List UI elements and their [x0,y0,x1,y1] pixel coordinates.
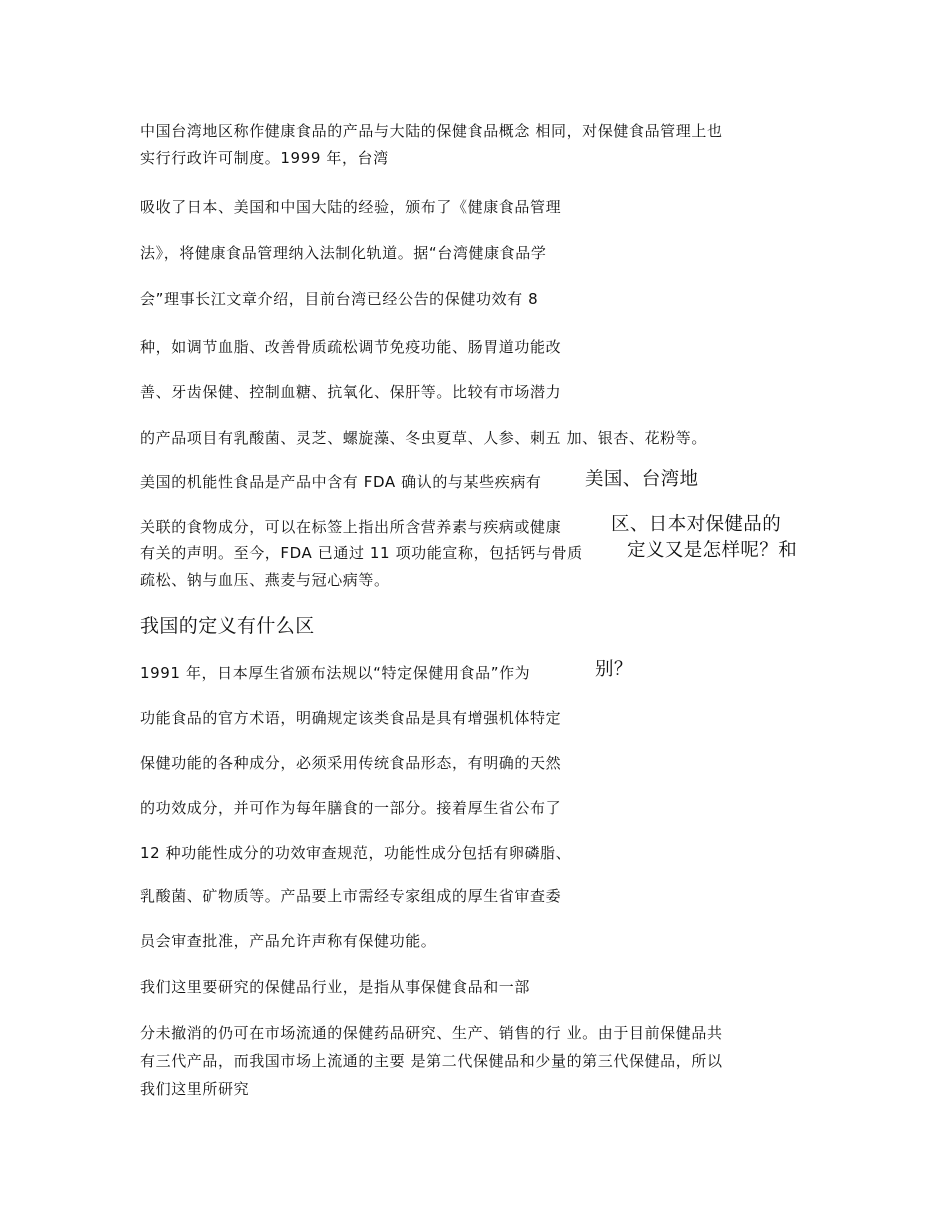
text-line: 善、牙齿保健、控制血糖、抗氧化、保肝等。比较有市场潜力 [140,383,562,401]
text-line-large: 定义又是怎样呢？和 [627,540,798,561]
text-line-large: 美国、台湾地 [585,469,699,490]
text-line: 1991 年，日本厚生省颁布法规以“特定保健用食品”作为 [140,664,531,682]
text-line-large: 别？ [595,659,633,680]
text-line: 中国台湾地区称作健康食品的产品与大陆的保健食品概念 相同，对保健食品管理上也 [140,122,723,140]
text-line: 美国的机能性食品是产品中含有 FDA 确认的与某些疾病有 [140,473,542,491]
text-line: 关联的食物成分，可以在标签上指出所含营养素与疾病或健康 [140,518,562,536]
section-heading: 我国的定义有什么区 [140,615,315,637]
text-line: 会”理事长江文章介绍，目前台湾已经公告的保健功效有 8 [140,290,539,308]
text-line: 种，如调节血脂、改善骨质疏松调节免疫功能、肠胃道功能改 [140,338,562,356]
text-line: 员会审查批准，产品允许声称有保健功能。 [140,932,437,950]
text-line: 的产品项目有乳酸菌、灵芝、螺旋藻、冬虫夏草、人参、刺五 加、银杏、花粉等。 [140,429,707,447]
text-line: 疏松、钠与血压、燕麦与冠心病等。 [140,571,390,589]
text-line: 功能食品的官方术语，明确规定该类食品是具有增强机体特定 [140,709,562,727]
text-line: 乳酸菌、矿物质等。产品要上市需经专家组成的厚生省审查委 [140,887,562,905]
text-line-large: 区、日本对保健品的 [611,514,782,535]
text-line: 保健功能的各种成分，必须采用传统食品形态，有明确的天然 [140,754,562,772]
text-line: 的功效成分，并可作为每年膳食的一部分。接着厚生省公布了 [140,799,562,817]
text-line: 分未撤消的仍可在市场流通的保健药品研究、生产、销售的行 业。由于目前保健品共 [140,1024,723,1042]
text-line: 12 种功能性成分的功效审查规范，功能性成分包括有卵磷脂、 [140,844,572,862]
text-line: 吸收了日本、美国和中国大陆的经验，颁布了《健康食品管理 [140,198,562,216]
text-line: 实行行政许可制度。1999 年，台湾 [140,149,389,167]
text-line: 有关的声明。至今，FDA 已通过 11 项功能宣称，包括钙与骨质 [140,544,583,562]
text-line: 我们这里所研究 [140,1080,250,1098]
text-line: 法》，将健康食品管理纳入法制化轨道。据“台湾健康食品学 [140,244,547,262]
text-line: 我们这里要研究的保健品行业，是指从事保健食品和一部 [140,978,531,996]
text-line: 有三代产品，而我国市场上流通的主要 是第二代保健品和少量的第三代保健品，所以 [140,1052,723,1070]
